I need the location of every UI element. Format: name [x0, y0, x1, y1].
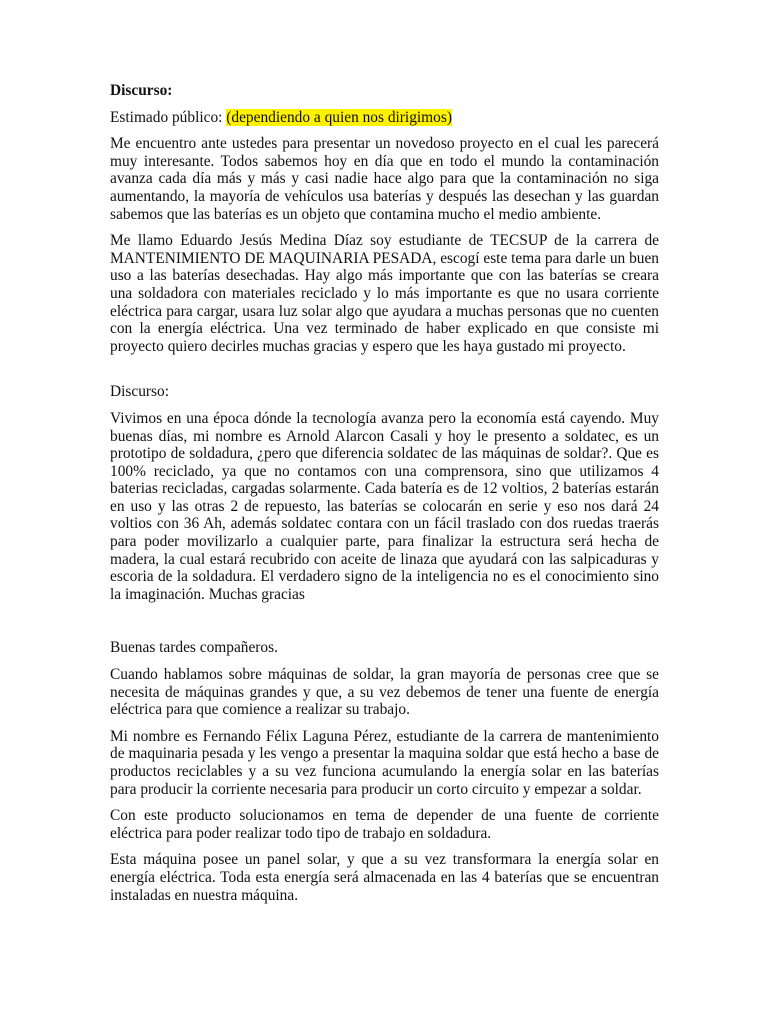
document-page — [110, 82, 659, 913]
section3-paragraph-3: Con este producto solucionamos en tema de depender de una fuente de corriente eléctrica para poder realizar todo tipo de trabajo en soldadura. — [110, 807, 659, 842]
section2-paragraph-1: Vivimos en una época dónde la tecnología avanza pero la economía está cayendo. Muy buenas días, mi nombre es Arnold Alarcon Casali y hoy le presento a soldatec, es un prototipo de soldadura, ¿pero que diferencia soldatec de las máquinas de soldar?. Que es 100% reciclado, ya que no contamos con una comprensora, sino que utilizamos 4 baterias recicladas, cargadas solarmente. Cada batería es de 12 voltios, 2 baterías estarán en uso y las otras 2 de repuesto, las baterías se colocarán en serie y eso nos dará 24 voltios con 36 Ah, además soldatec contara con un fácil traslado con dos ruedas traerás para poder movilizarlo a cualquier parte, para finalizar la estructura será hecha de madera, la cual estará recubrido con aceite de linaza que ayudará con las salpicaduras y escoria de la soldadura. El verdadero signo de la inteligencia no es el conocimiento sino la imaginación. Muchas gracias — [110, 409, 659, 603]
section2-heading: Discurso: — [110, 383, 169, 401]
section1-paragraph-2: Me llamo Eduardo Jesús Medina Díaz soy estudiante de TECSUP de la carrera de MANTENIMIENTO DE MAQUINARIA PESADA, escogí este tema para darle un buen uso a las baterías desechadas. Hay algo más importante que con las baterías se creara una soldadora con materiales reciclado y lo más importante es que no usara corriente eléctrica para cargar, usara luz solar algo que ayudara a muchas personas que no cuenten con la energía eléctrica. Una vez terminado de haber explicado en que consiste mi proyecto quiero decirles muchas gracias y espero que les haya gustado mi proyecto. — [110, 232, 659, 355]
section1-paragraph-1: Me encuentro ante ustedes para presentar un novedoso proyecto en el cual les parecerá muy interesante. Todos sabemos hoy en día que en todo el mundo la contaminación avanza cada día más y más y casi nadie hace algo para que la contaminación no siga aumentando, la mayoría de vehículos usa baterías y después las desechan y las guardan sabemos que las baterías es un objeto que contamina mucho el medio ambiente. — [110, 135, 659, 223]
section3-paragraph-4: Esta máquina posee un panel solar, y que a su vez transformara la energía solar en energía eléctrica. Toda esta energía será almacenada en las 4 baterías que se encuentran instaladas en nuestra máquina. — [110, 851, 659, 904]
section3-paragraph-1: Cuando hablamos sobre máquinas de soldar, la gran mayoría de personas cree que se necesita de máquinas grandes y que, a su vez debemos de tener una fuente de energía eléctrica para que comience a realizar su trabajo. — [110, 666, 659, 719]
highlighted-note: (dependiendo a quien nos dirigimos) — [226, 108, 452, 126]
section3-greeting: Buenas tardes compañeros. — [110, 639, 278, 657]
section3-paragraph-2: Mi nombre es Fernando Félix Laguna Pérez, estudiante de la carrera de mantenimiento de maquinaria pesada y les vengo a presentar la maquina soldar que está hecho a base de productos reciclables y a su vez funciona acumulando la energía solar en las baterías para producir la corriente necesaria para producir un corto circuito y empezar a soldar. — [110, 727, 659, 798]
greeting-prefix: Estimado público: — [110, 108, 227, 126]
section1-greeting — [110, 109, 659, 127]
section1-heading: Discurso: — [110, 82, 173, 99]
